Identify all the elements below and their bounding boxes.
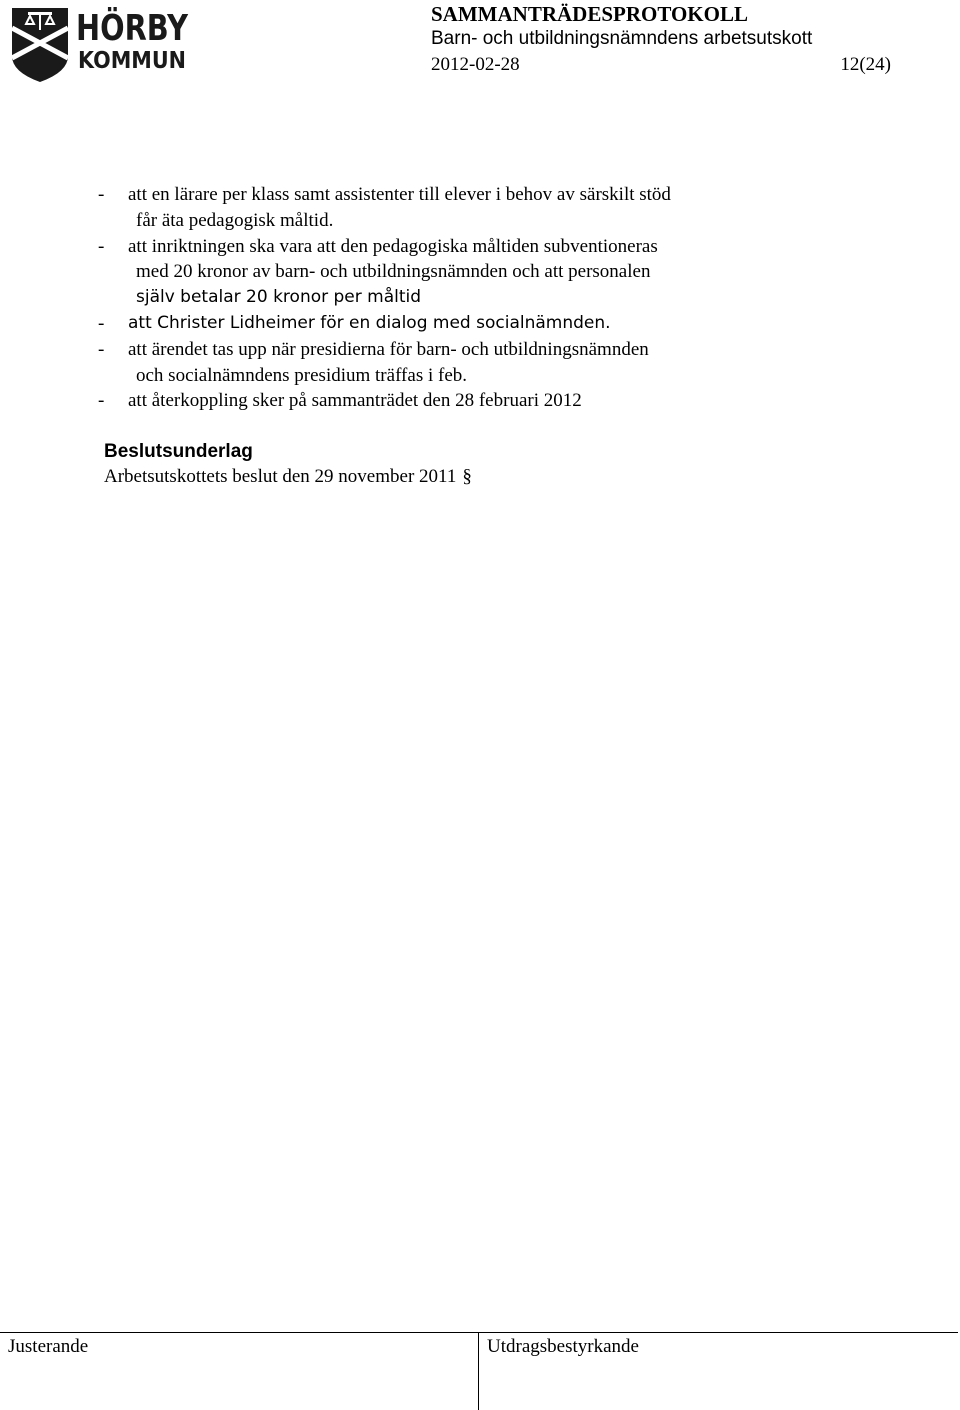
list-item-line: får äta pedagogisk måltid. — [136, 209, 334, 231]
list-item-line: att en lärare per klass samt assistenter till elever i behov av särskilt stöd — [128, 184, 671, 205]
beslutsunderlag-heading: Beslutsunderlag — [104, 441, 253, 463]
svg-text:KOMMUN: KOMMUN — [78, 48, 186, 74]
header-date-row — [431, 51, 891, 79]
utdragsbestyrkande-label: Utdragsbestyrkande — [487, 1336, 639, 1357]
beslutsunderlag-text: Arbetsutskottets beslut den 29 november 2011 — [104, 466, 457, 488]
justerande-label: Justerande — [8, 1336, 89, 1357]
list-dash: - — [98, 235, 105, 257]
list-item — [98, 337, 898, 389]
list-item — [98, 182, 898, 234]
footer-rule — [0, 1332, 958, 1333]
list-item-line: att återkoppling sker på sammanträdet den 28 februari 2012 — [128, 390, 582, 412]
list-item — [98, 311, 898, 337]
document-title: SAMMANTRÄDESPROTOKOLL — [431, 2, 748, 26]
committee-name: Barn- och utbildningsnämndens arbetsutskott — [431, 28, 813, 49]
list-item — [98, 234, 898, 311]
list-item-line: med 20 kronor av barn- och utbildningsnämnden och att personalen — [136, 261, 651, 283]
list-dash: - — [98, 184, 105, 205]
horby-kommun-logo — [10, 4, 216, 84]
decision-list — [98, 182, 898, 489]
list-item — [98, 388, 898, 414]
list-dash: - — [98, 390, 105, 412]
list-dash: - — [98, 338, 105, 360]
footer-divider — [478, 1332, 479, 1410]
page-number: 12(24) — [840, 54, 891, 75]
meeting-date: 2012-02-28 — [431, 54, 520, 75]
beslutsunderlag-line — [98, 464, 898, 489]
section-mark: § — [462, 466, 472, 488]
list-dash: - — [98, 312, 105, 334]
svg-text:HÖRBY: HÖRBY — [76, 8, 216, 49]
list-item-line: att Christer Lidheimer för en dialog med socialnämnden. — [128, 312, 611, 333]
list-item-line: själv betalar 20 kronor per måltid — [136, 287, 422, 308]
list-item-line: att ärendet tas upp när presidierna för barn- och utbildningsnämnden — [128, 338, 649, 360]
list-item-line: att inriktningen ska vara att den pedagogiska måltiden subventioneras — [128, 235, 658, 257]
list-item-line: och socialnämndens presidium träffas i feb. — [136, 364, 467, 386]
